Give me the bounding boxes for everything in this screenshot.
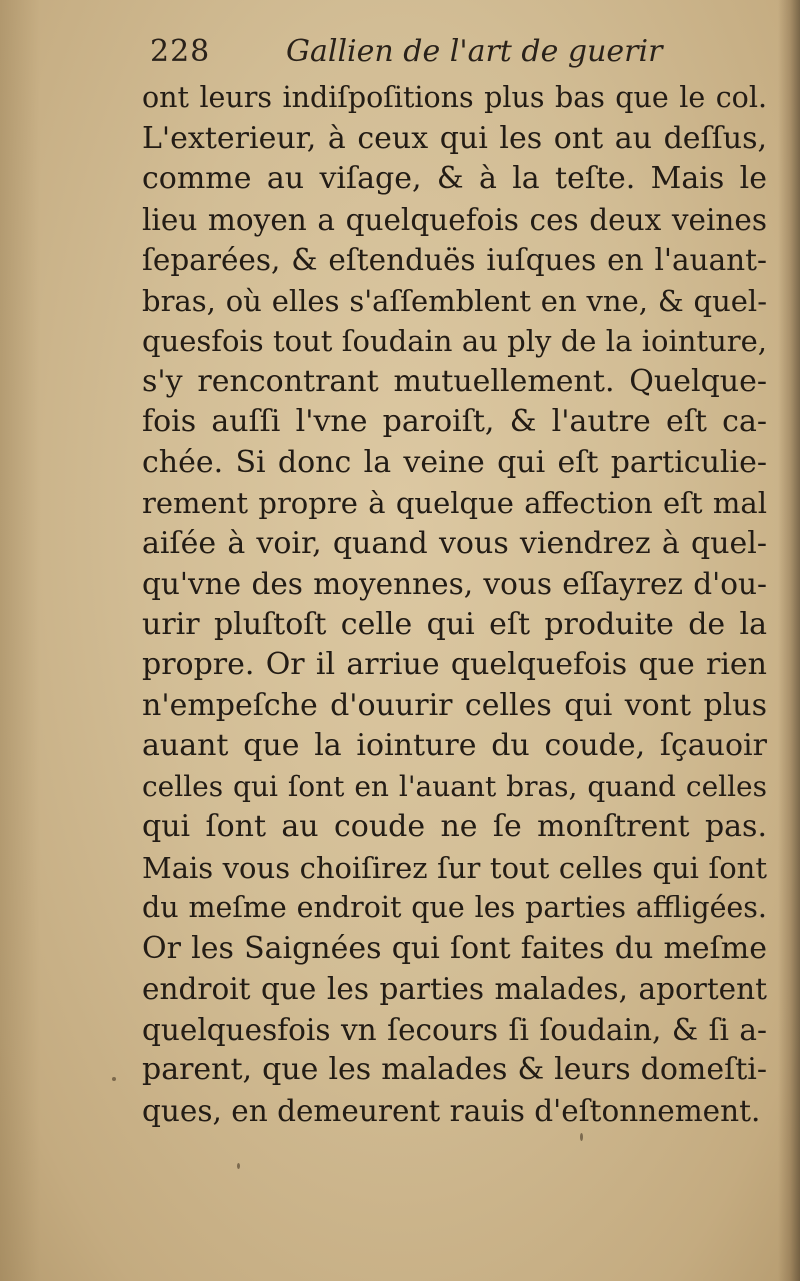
- ink-speck: [112, 1077, 116, 1081]
- running-head: Gallien de l'art de guerir: [286, 34, 663, 69]
- text-line: aiſée à voir, quand vous viendrez à quel-: [142, 525, 767, 561]
- text-line: auant que la iointure du coude, ſçauoir: [142, 728, 767, 763]
- text-line: chée. Si donc la veine qui eſt particulie-: [142, 444, 767, 480]
- text-line: propre. Or il arriue quelquefois que rien: [142, 647, 767, 682]
- text-line: endroit que les parties malades, aportent: [142, 972, 767, 1006]
- text-line: urir pluſtoſt celle qui eſt produite de la: [142, 606, 767, 642]
- text-line: lieu moyen a quelquefois ces deux veines: [142, 202, 767, 237]
- page-left-shading: [0, 0, 40, 1281]
- text-line: du meſme endroit que les parties affligées.: [142, 891, 767, 924]
- text-line: rement propre à quelque affection eſt mal: [142, 486, 767, 520]
- text-line: bras, où elles s'aſſemblent en vne, & quel-: [142, 283, 767, 318]
- text-line: fois auſſi l'vne paroiſt, & l'autre eſt ca-: [142, 404, 767, 439]
- text-line: L'exterieur, à ceux qui les ont au deſſus,: [142, 120, 767, 156]
- text-line: celles qui ſont en l'auant bras, quand celles: [142, 769, 767, 803]
- text-line: ſeparées, & eſtenduës iuſques en l'auant-: [142, 243, 767, 277]
- text-line: s'y rencontrant mutuellement. Quelque-: [142, 363, 767, 399]
- page-number: 228: [150, 34, 211, 69]
- text-line: ont leurs indiſpoſitions plus bas que le col.: [142, 81, 767, 114]
- ink-speck: [580, 1133, 583, 1141]
- text-line: quesfois tout ſoudain au ply de la iointure,: [142, 324, 767, 358]
- ink-speck: [237, 1163, 240, 1169]
- body-text: [142, 78, 767, 1131]
- text-line: quelquesfois vn ſecours ſi ſoudain, & ſi a-: [142, 1012, 767, 1047]
- text-line: qu'vne des moyennes, vous eſſayrez d'ou-: [142, 567, 767, 601]
- text-line: comme au viſage, & à la teſte. Mais le: [142, 161, 767, 196]
- text-line: n'empeſche d'ouurir celles qui vont plus: [142, 687, 767, 723]
- page-header: [150, 34, 670, 80]
- text-line: Mais vous choiſirez ſur tout celles qui ſont: [142, 850, 767, 885]
- text-line: ques, en demeurent rauis d'eſtonnement.: [142, 1093, 761, 1128]
- page-binding-edge: [778, 0, 800, 1281]
- text-line: qui ſont au coude ne ſe monſtrent pas.: [142, 809, 767, 844]
- text-line: Or les Saignées qui ſont faites du meſme: [142, 930, 767, 966]
- text-line: parent, que les malades & leurs domeſti-: [142, 1052, 767, 1087]
